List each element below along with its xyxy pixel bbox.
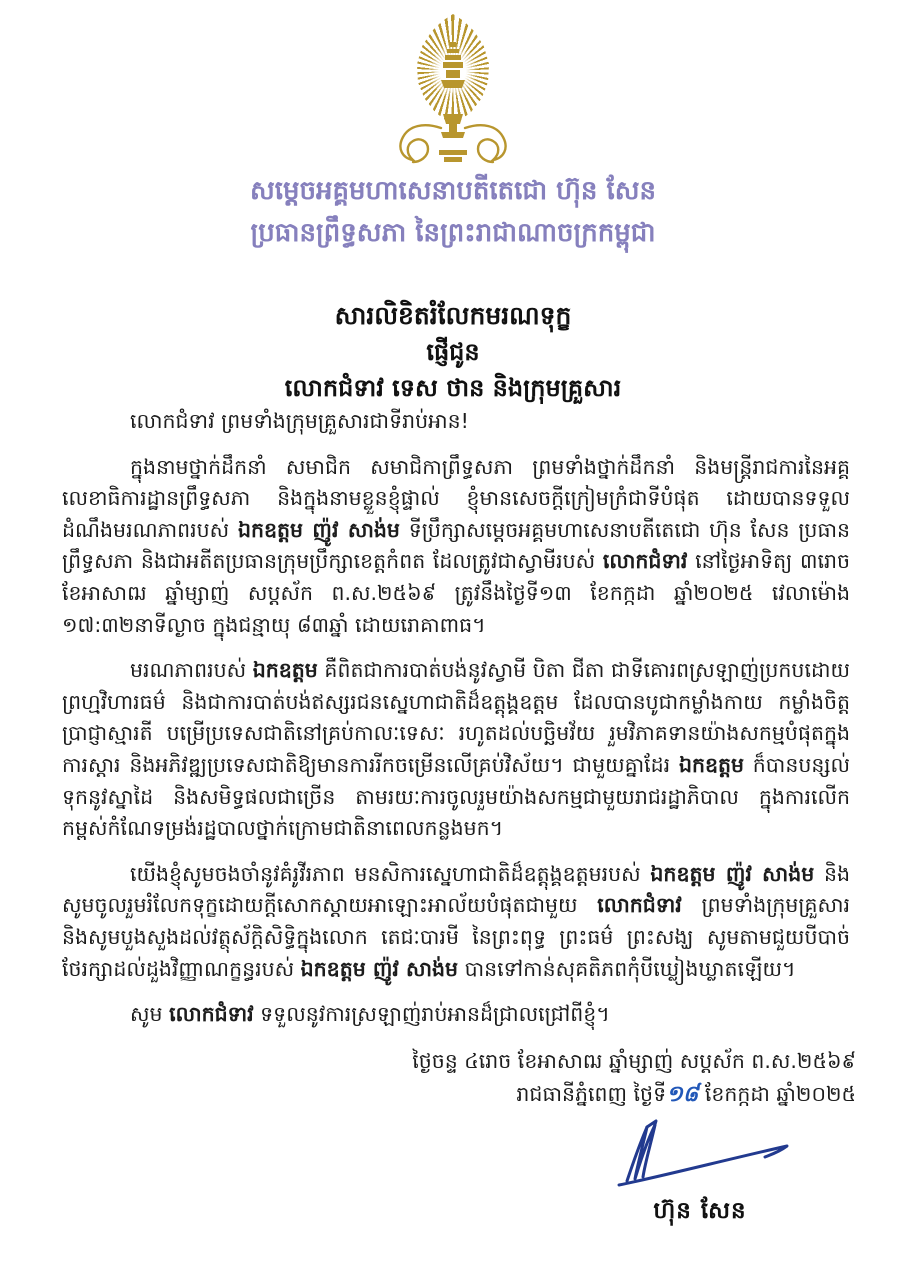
title-line2: ផ្ញើជូន: [426, 338, 480, 366]
document-title: [0, 298, 906, 406]
royal-senate-crest-icon: [378, 14, 528, 166]
dateline-prefix: រាជធានីភ្នំពេញ ថ្ងៃទី: [516, 1081, 667, 1106]
paragraph-1: ក្នុងនាមថ្នាក់ដឹកនាំ សមាជិក សមាជិកាព្រឹទ្ធសភា ព្រមទាំងថ្នាក់ដឹកនាំ និងមន្ត្រីរាជការនៃអគ្គលេខាធិការដ្ឋានព្រឹទ្ធសភា និងក្នុងនាមខ្លួនខ្ញុំផ្ទាល់ ខ្ញុំមានសេចក្តីក្រៀមក្រំជាទីបំផុត ដោយបានទទួលដំណឹងមរណភាពរបស់ ឯកឧត្តម ញ៉ូវ សាង់ម ទីប្រឹក្សាសម្តេចអគ្គមហាសេនាបតីតេជោ ហ៊ុន សែន ប្រធានព្រឹទ្ធសភា និងជាអតីតប្រធានក្រុមប្រឹក្សាខេត្តកំពត ដែលត្រូវជាស្វាមីរបស់ លោកជំទាវ នៅថ្ងៃអាទិត្យ ៣រោច ខែអាសាឍ ឆ្នាំម្សាញ់ សប្តស័ក ព.ស.២៥៦៩ ត្រូវនឹងថ្ងៃទី១៣ ខែកក្កដា ឆ្នាំ២០២៥ វេលាម៉ោង ១៧:៣២នាទីល្ងាច ក្នុងជន្មាយុ ៨៣ឆ្នាំ ដោយរោគាពាធ។: [62, 454, 851, 637]
letterhead-line2: ប្រធានព្រឹទ្ធសភា នៃព្រះរាជាណាចក្រកម្ពុជា: [250, 218, 656, 248]
handwritten-signature-icon: [595, 1119, 805, 1193]
signature-block: [580, 1119, 820, 1230]
salutation: លោកជំទាវ ព្រមទាំងក្រុមគ្រួសារជាទីរាប់អាន!: [130, 409, 469, 433]
paragraph-2: មរណភាពរបស់ ឯកឧត្តម គឺពិតជាការបាត់បង់នូវស្វាមី បិតា ជីតា ជាទីគោរពស្រឡាញ់ប្រកបដោយព្រហ្មវិហារធម៌ និងជាការបាត់បង់ឥស្សរជនស្នេហាជាតិដ៏ឧត្តុង្គឧត្តម ដែលបានបូជាកម្លាំងកាយ កម្លាំងចិត្ត ប្រាជ្ញាស្មារតី បម្រើប្រទេសជាតិនៅគ្រប់កាលៈទេសៈ រហូតដល់បច្ឆិមវ័យ រួមវិភាគទានយ៉ាងសកម្មបំផុតក្នុងការស្ដារ និងអភិវឌ្ឍប្រទេសជាតិឱ្យមានការរីកចម្រើនលើគ្រប់វិស័យ។ ជាមួយគ្នាដែរ ឯកឧត្តម ក៏បានបន្សល់ទុកនូវស្នាដៃ និងសមិទ្ធផលជាច្រើន តាមរយៈការចូលរួមយ៉ាងសកម្មជាមួយរាជរដ្ឋាភិបាល ក្នុងការលើកកម្ពស់កំណែទម្រង់រដ្ឋបាលថ្នាក់ក្រោមជាតិនាពេលកន្លងមក។: [62, 658, 850, 841]
closing-line: សូម លោកជំទាវ ទទួលនូវការស្រឡាញ់រាប់អានដ៏ជ្រាលជ្រៅពីខ្ញុំ។: [130, 1002, 610, 1027]
letterhead-line1: សម្តេចអគ្គមហាសេនាបតីតេជោ ហ៊ុន សែន: [250, 176, 656, 206]
title-line1: សារលិខិតរំលែកមរណទុក្ខ: [334, 301, 572, 330]
letterhead: [0, 170, 906, 254]
handwritten-day-number: ១៨: [666, 1081, 699, 1107]
dateline-suffix: ខែកក្កដា ឆ្នាំ២០២៥: [698, 1081, 856, 1106]
signatory-name: ហ៊ុន សែន: [653, 1197, 747, 1224]
paragraph-3: យើងខ្ញុំសូមចងចាំនូវគំរូវីរភាព មនសិការស្នេហាជាតិដ៏ឧត្តុង្គឧត្តមរបស់ ឯកឧត្តម ញ៉ូវ សាង់ម និងសូមចូលរួមរំលែកទុក្ខដោយក្តីសោកស្តាយអាឡោះអាល័យបំផុតជាមួយ លោកជំទាវ ព្រមទាំងក្រុមគ្រួសារ និងសូមបួងសួងដល់វត្ថុស័ក្តិសិទ្ធិក្នុងលោក តេជៈបារមី នៃព្រះពុទ្ធ ព្រះធម៌ ព្រះសង្ឃ សូមតាមជួយបីបាច់ថែរក្សាដល់ដួងវិញ្ញាណក្ខន្ធរបស់ ឯកឧត្តម ញ៉ូវ សាង់ម បានទៅកាន់សុគតិភពកុំបីឃ្លៀងឃ្លាតឡើយ។: [62, 861, 850, 981]
dateline-civil: [0, 1078, 856, 1111]
crest-base-icon: [383, 110, 523, 166]
dateline: [0, 1045, 906, 1111]
crest-urn-icon: [433, 42, 473, 102]
letter-body: [62, 406, 850, 1031]
dateline-lunar: ថ្ងៃចន្ទ ៤រោច ខែអាសាឍ ឆ្នាំម្សាញ់ សប្តស័ក ព.ស.២៥៦៩: [412, 1048, 856, 1073]
title-line3: លោកជំទាវ ទេស ថាន និងក្រុមគ្រួសារ: [284, 374, 622, 402]
